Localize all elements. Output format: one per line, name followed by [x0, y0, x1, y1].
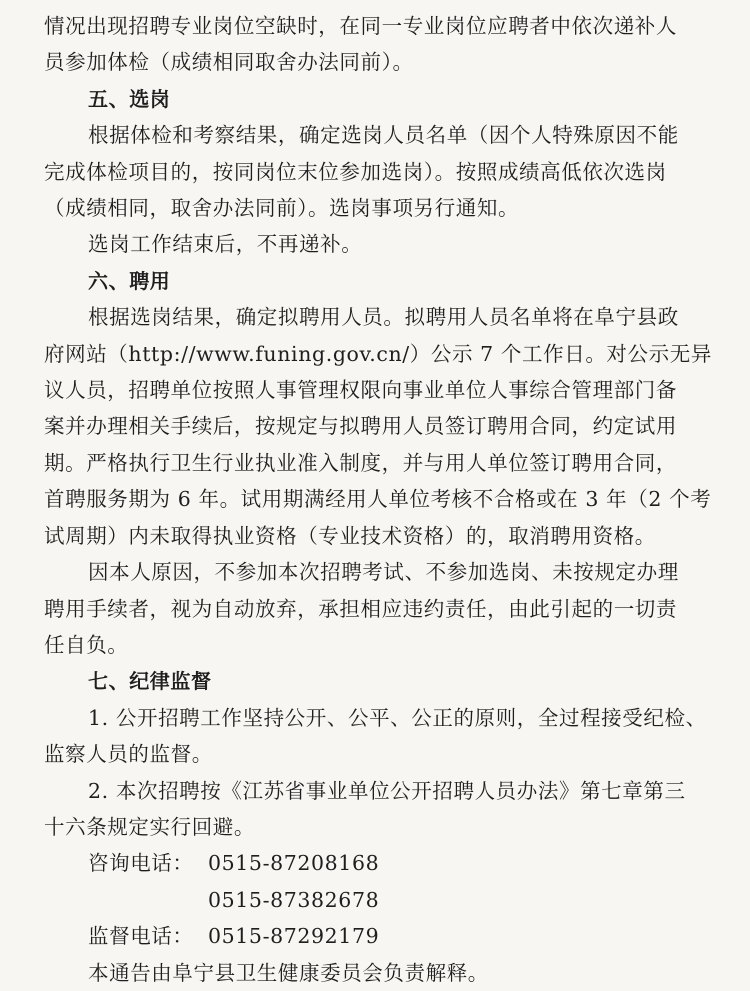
text-line: 十六条规定实行回避。 [44, 814, 255, 839]
consult-phone-row-2 [44, 882, 730, 918]
section-heading: 七、纪律监督 [88, 669, 212, 694]
text-line: 完成体检项目的，按同岗位末位参加选岗）。按照成绩高低依次选岗 [44, 159, 667, 184]
text-line: 因本人原因，不参加本次招聘考试、不参加选岗、未按规定办理 [88, 560, 679, 585]
text-line: （成绩相同，取舍办法同前）。选岗事项另行通知。 [44, 196, 520, 221]
text-line: 府网站（http://www.funing.gov.cn/）公示 7 个工作日。对公示无异 [44, 341, 712, 366]
text-line: 监察人员的监督。 [44, 742, 213, 767]
text-line: 议人员，招聘单位按照人事管理权限向事业单位人事综合管理部门备 [44, 378, 677, 403]
text-line: 试周期）内未取得执业资格（专业技术资格）的，取消聘用资格。 [44, 523, 656, 548]
text-line: 任自负。 [44, 632, 129, 657]
consult-phone-number-2: 0515-87382678 [208, 887, 380, 912]
supervise-phone-label: 监督电话： [88, 924, 194, 949]
text-line: 根据选岗结果，确定拟聘用人员。拟聘用人员名单将在阜宁县政 [88, 305, 679, 330]
text-line: 1. 公开招聘工作坚持公开、公平、公正的原则，全过程接受纪检、 [88, 705, 707, 730]
text-line: 选岗工作结束后，不再递补。 [88, 232, 363, 257]
text-line: 案并办理相关手续后，按规定与拟聘用人员签订聘用合同，约定试用 [44, 414, 677, 439]
text-line: 员参加体检（成绩相同取舍办法同前）。 [44, 50, 414, 75]
section-heading: 五、选岗 [88, 86, 171, 111]
supervise-phone-number: 0515-87292179 [208, 924, 380, 949]
consult-phone-row [44, 845, 730, 881]
text-line: 情况出现招聘专业岗位空缺时，在同一专业岗位应聘者中依次递补人 [44, 14, 677, 38]
consult-phone-number: 0515-87208168 [208, 851, 380, 876]
text-line: 首聘服务期为 6 年。试用期满经用人单位考核不合格或在 3 年（2 个考 [44, 487, 712, 512]
text-line: 期。严格执行卫生行业执业准入制度，并与用人单位签订聘用合同， [44, 450, 677, 475]
closing-statement: 本通告由阜宁县卫生健康委员会负责解释。 [88, 960, 489, 985]
section-heading: 六、聘用 [88, 268, 171, 293]
text-line: 根据体检和考察结果，确定选岗人员名单（因个人特殊原因不能 [88, 123, 679, 148]
text-line: 聘用手续者，视为自动放弃，承担相应违约责任，由此引起的一切责 [44, 596, 677, 621]
text-line: 2. 本次招聘按《江苏省事业单位公开招聘人员办法》第七章第三 [88, 778, 686, 803]
consult-phone-label: 咨询电话： [88, 851, 194, 876]
document-body [44, 8, 730, 845]
supervise-phone-row [44, 918, 730, 954]
